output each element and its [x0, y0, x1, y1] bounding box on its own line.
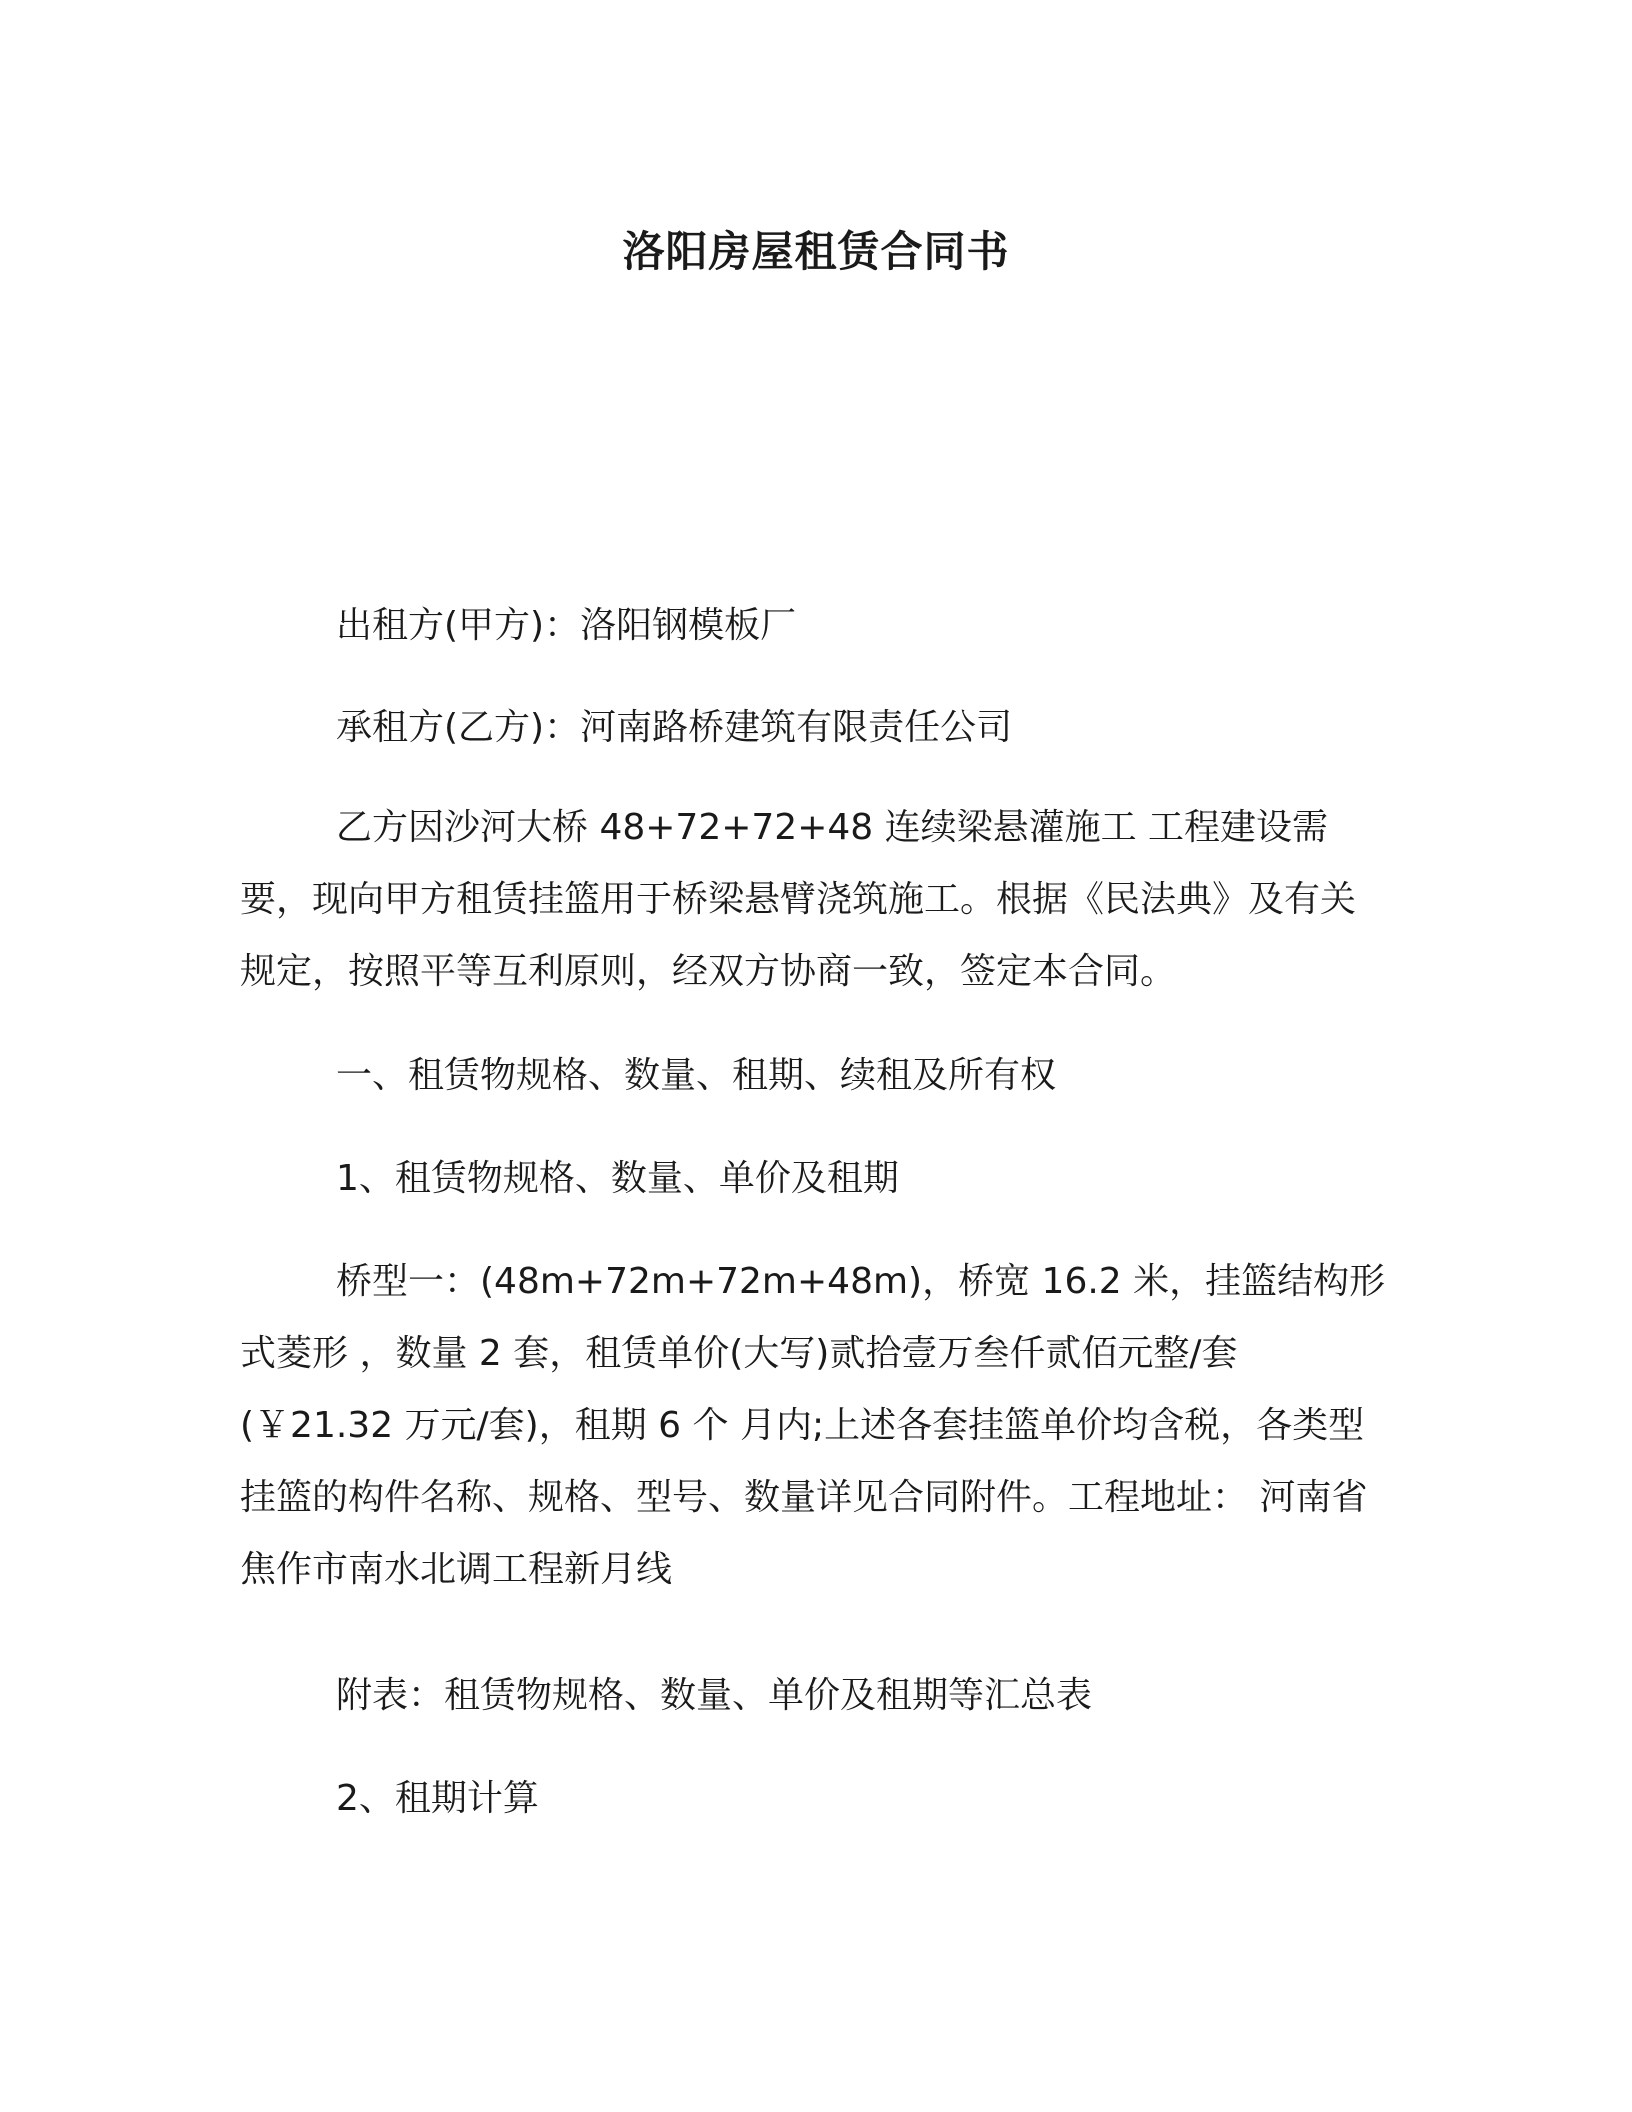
clause-heading: 2、租期计算 — [336, 1778, 539, 1819]
document-title: 洛阳房屋租赁合同书 — [622, 227, 1010, 276]
intro-paragraph: 乙方因沙河大桥 48+72+72+48 连续梁悬灌施工 工程建设需要，现向甲方租赁挂篮用于桥梁悬臂浇筑施工。根据《民法典》及有关规定，按照平等互利原则，经双方协商一致，签定本合同。 — [240, 807, 1357, 992]
lessor-line: 出租方(甲方)：洛阳钢模板厂 — [336, 605, 797, 646]
clause-heading: 1、租赁物规格、数量、单价及租期 — [336, 1158, 899, 1199]
clause-body: 桥型一：(48m+72m+72m+48m)，桥宽 16.2 米，挂篮结构形式菱形 ，数量 2 套，租赁单价(大写)贰拾壹万叁仟贰佰元整/套(￥21.32 万元/套)，租期 6 个 月内;上述各套挂篮单价均含税，各类型挂篮的构件名称、规格、型号、数量详见合同附件。工程地址： 河南省焦作市南水北调工程新月线 — [240, 1261, 1386, 1590]
appendix-note: 附表：租赁物规格、数量、单价及租期等汇总表 — [336, 1675, 1093, 1716]
section-heading: 一、租赁物规格、数量、租期、续租及所有权 — [336, 1055, 1057, 1096]
lessee-line: 承租方(乙方)：河南路桥建筑有限责任公司 — [336, 707, 1013, 748]
